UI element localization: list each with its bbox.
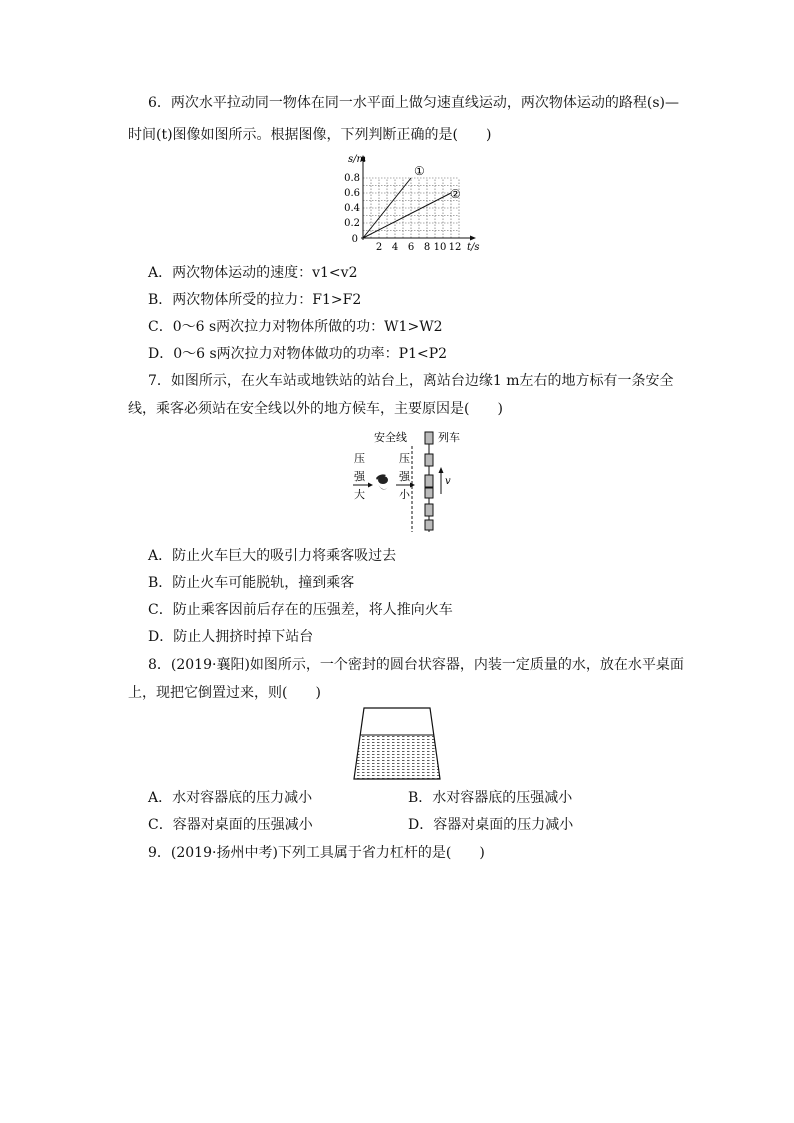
- q7-text-line1: 7．如图所示，在火车站或地铁站的站台上，离站台边缘1 m左右的地方标有一条安全: [148, 373, 674, 389]
- q8-text-line1: 8．(2019·襄阳)如图所示，一个密封的圆台状容器，内装一定质量的水，放在水平桌面: [148, 657, 684, 673]
- x-tick-6: 6: [407, 242, 415, 253]
- q9-text-line1: 9．(2019·扬州中考)下列工具属于省力杠杆的是( ): [148, 845, 485, 861]
- left-arrowhead: [368, 483, 373, 488]
- right-pressure-1: 压: [399, 452, 410, 465]
- left-pressure-1: 压: [354, 452, 365, 465]
- q6-option-d: D．0～6 s两次拉力对物体做功的功率：P1<P2: [148, 346, 448, 362]
- x-tick-12: 12: [448, 242, 462, 253]
- right-pressure-2: 强: [399, 470, 410, 483]
- q6-text-line1: 6．两次水平拉动同一物体在同一水平面上做匀速直线运动，两次物体运动的路程(s)—: [148, 95, 680, 111]
- y-tick-04: 0.4: [344, 203, 360, 214]
- x-tick-2: 2: [375, 242, 383, 253]
- y-axis-label: s/m: [348, 154, 366, 165]
- x-axis-label: t/s: [467, 242, 480, 253]
- left-pressure-3: 大: [354, 488, 365, 501]
- water: [354, 735, 440, 779]
- x-tick-10: 10: [433, 242, 447, 253]
- q7-platform-figure: [350, 428, 470, 536]
- q6-st-graph: [336, 152, 482, 254]
- train-label: 列车: [438, 431, 460, 444]
- safety-line-label: 安全线: [374, 431, 407, 444]
- q7-option-c: C．防止乘客因前后存在的压强差，将人推向火车: [148, 602, 453, 618]
- x-tick-4: 4: [391, 242, 399, 253]
- velocity-arrowhead: [439, 467, 444, 473]
- q7-option-b: B．防止火车可能脱轨，撞到乘客: [148, 575, 355, 591]
- line-1-label: ①: [414, 164, 425, 178]
- q8-text-line2: 上，现把它倒置过来，则( ): [128, 685, 321, 701]
- q7-option-d: D．防止人拥挤时掉下站台: [148, 629, 314, 645]
- q6-text-line2: 时间(t)图像如图所示。根据图像，下列判断正确的是( ): [128, 127, 492, 143]
- graph-grid: [363, 178, 459, 238]
- q8-container-figure: [352, 705, 442, 781]
- origin-label: 0: [351, 234, 358, 245]
- left-pressure-2: 强: [354, 470, 365, 483]
- q7-option-a: A．防止火车巨大的吸引力将乘客吸过去: [148, 548, 397, 564]
- y-tick-02: 0.2: [344, 218, 360, 229]
- q7-text-line2: 线，乘客必须站在安全线以外的地方候车，主要原因是( ): [128, 401, 503, 417]
- x-tick-8: 8: [423, 242, 431, 253]
- y-tick-06: 0.6: [344, 188, 360, 199]
- velocity-label: v: [445, 476, 451, 487]
- x-axis-arrow: [470, 236, 476, 241]
- q6-option-a: A．两次物体运动的速度：v1<v2: [148, 265, 358, 281]
- y-tick-08: 0.8: [344, 173, 360, 184]
- passenger-icon: [376, 474, 389, 489]
- q8-option-a: A．水对容器底的压力减小: [148, 790, 313, 806]
- line-2-label: ②: [450, 187, 461, 201]
- q8-option-c: C．容器对桌面的压强减小: [148, 817, 313, 833]
- q6-option-b: B．两次物体所受的拉力：F1>F2: [148, 292, 362, 308]
- q8-option-b: B．水对容器底的压强减小: [408, 790, 573, 806]
- q6-option-c: C．0～6 s两次拉力对物体所做的功：W1>W2: [148, 319, 443, 335]
- right-pressure-3: 小: [399, 488, 410, 501]
- q8-option-d: D．容器对桌面的压力减小: [408, 817, 574, 833]
